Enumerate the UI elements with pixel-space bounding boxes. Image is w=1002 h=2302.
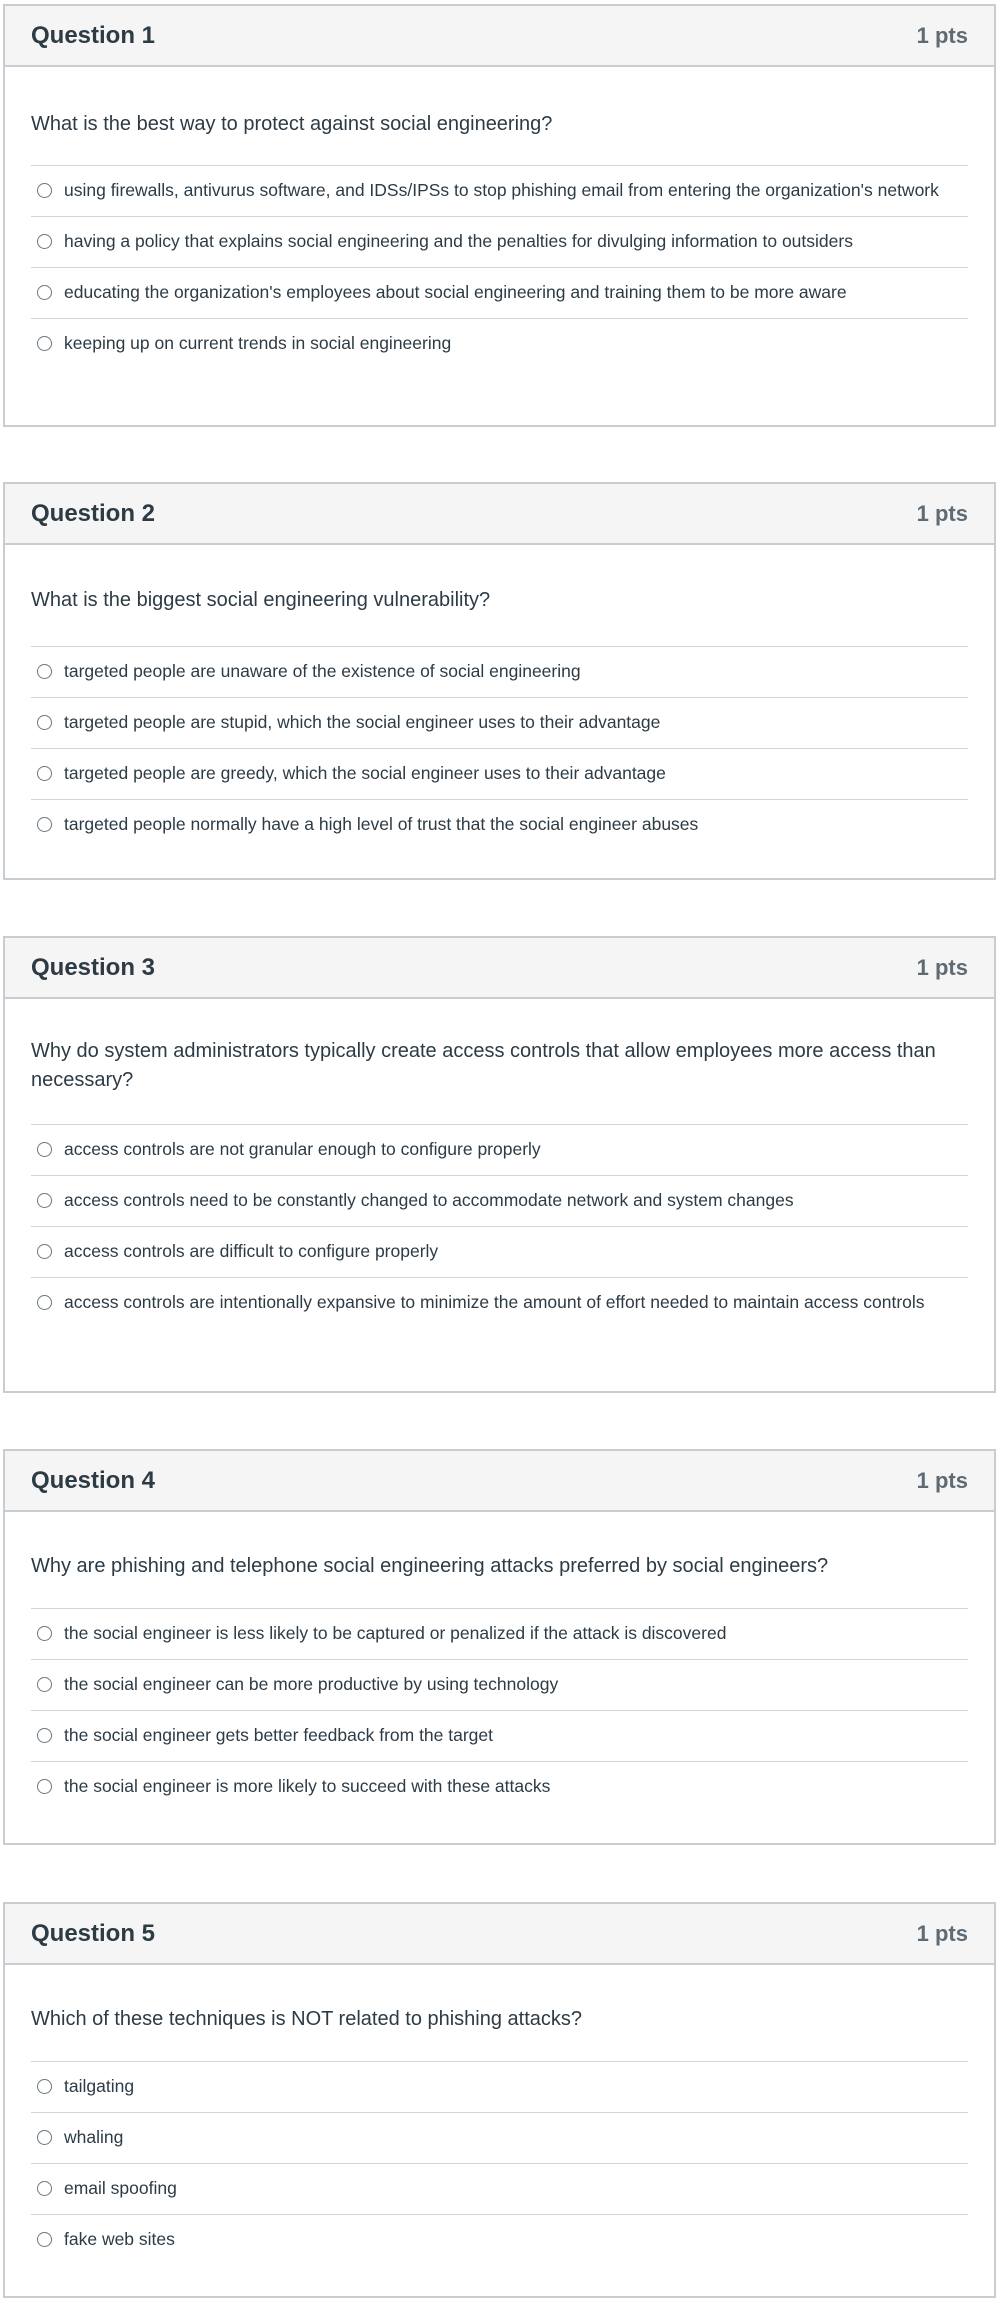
answer-option[interactable] — [31, 749, 968, 800]
radio-button-icon[interactable] — [37, 285, 52, 300]
answer-label: email spoofing — [64, 2178, 177, 2198]
question-card-3 — [3, 936, 996, 1393]
answer-label: access controls are difficult to configure properly — [64, 1241, 439, 1261]
answer-option[interactable] — [31, 1227, 968, 1278]
radio-button-icon[interactable] — [37, 234, 52, 249]
question-card-5 — [3, 1902, 996, 2298]
question-card-4 — [3, 1449, 996, 1845]
answer-label: the social engineer is more likely to succeed with these attacks — [64, 1776, 551, 1796]
radio-button-icon[interactable] — [37, 1142, 52, 1157]
question-text: Why are phishing and telephone social engineering attacks preferred by social engineers? — [31, 1555, 829, 1577]
answer-list — [31, 1124, 968, 1328]
answer-label: whaling — [64, 2127, 124, 2147]
question-points: 1 pts — [916, 22, 968, 48]
question-header — [5, 938, 994, 999]
answer-option[interactable] — [31, 1125, 968, 1176]
question-points: 1 pts — [916, 1467, 968, 1493]
question-title: Question 4 — [31, 1466, 156, 1494]
radio-button-icon[interactable] — [37, 2181, 52, 2196]
radio-button-icon[interactable] — [37, 183, 52, 198]
answer-option[interactable] — [31, 2062, 968, 2113]
answer-option[interactable] — [31, 1711, 968, 1762]
question-text: Which of these techniques is NOT related to phishing attacks? — [31, 2008, 583, 2030]
answer-label: educating the organization's employees about social engineering and training them to be more aware — [64, 282, 847, 302]
question-card-1 — [3, 4, 996, 427]
answer-option[interactable] — [31, 2113, 968, 2164]
question-body — [5, 1965, 994, 2265]
question-title: Question 1 — [31, 21, 156, 49]
question-card-2 — [3, 482, 996, 880]
answer-option[interactable] — [31, 1609, 968, 1660]
answer-option[interactable] — [31, 268, 968, 319]
radio-button-icon[interactable] — [37, 1677, 52, 1692]
radio-button-icon[interactable] — [37, 1626, 52, 1641]
answer-label: access controls are intentionally expansive to minimize the amount of effort needed to maintain access controls — [64, 1292, 925, 1312]
answer-list — [31, 165, 968, 369]
answer-label: access controls are not granular enough to configure properly — [64, 1139, 541, 1159]
answer-label: using firewalls, antivurus software, and IDSs/IPSs to stop phishing email from entering the organization's network — [64, 180, 939, 200]
question-body — [5, 1512, 994, 1812]
answer-label: fake web sites — [64, 2229, 175, 2249]
radio-button-icon[interactable] — [37, 1779, 52, 1794]
radio-button-icon[interactable] — [37, 1728, 52, 1743]
question-text: What is the biggest social engineering vulnerability? — [31, 589, 491, 611]
question-header — [5, 1451, 994, 1512]
radio-button-icon[interactable] — [37, 2079, 52, 2094]
answer-list — [31, 1608, 968, 1812]
answer-label: access controls need to be constantly changed to accommodate network and system changes — [64, 1190, 794, 1210]
answer-option[interactable] — [31, 166, 968, 217]
answer-label: tailgating — [64, 2076, 135, 2096]
question-text: Why do system administrators typically create access controls that allow employees more access than necessary? — [31, 1040, 936, 1091]
question-body — [5, 545, 994, 850]
answer-label: the social engineer is less likely to be captured or penalized if the attack is discovered — [64, 1623, 727, 1643]
radio-button-icon[interactable] — [37, 664, 52, 679]
radio-button-icon[interactable] — [37, 1193, 52, 1208]
answer-option[interactable] — [31, 1176, 968, 1227]
answer-option[interactable] — [31, 2215, 968, 2265]
answer-option[interactable] — [31, 1762, 968, 1812]
answer-label: targeted people normally have a high level of trust that the social engineer abuses — [64, 814, 699, 834]
question-points: 1 pts — [916, 500, 968, 526]
question-header — [5, 484, 994, 545]
radio-button-icon[interactable] — [37, 766, 52, 781]
question-title: Question 2 — [31, 499, 156, 527]
question-points: 1 pts — [916, 954, 968, 980]
answer-label: keeping up on current trends in social engineering — [64, 333, 452, 353]
answer-option[interactable] — [31, 2164, 968, 2215]
radio-button-icon[interactable] — [37, 1244, 52, 1259]
answer-option[interactable] — [31, 1660, 968, 1711]
answer-option[interactable] — [31, 647, 968, 698]
answer-label: targeted people are unaware of the existence of social engineering — [64, 661, 581, 681]
answer-option[interactable] — [31, 319, 968, 369]
question-header — [5, 1904, 994, 1965]
question-title: Question 3 — [31, 953, 156, 981]
question-body — [5, 67, 994, 369]
radio-button-icon[interactable] — [37, 817, 52, 832]
answer-label: the social engineer can be more productive by using technology — [64, 1674, 559, 1694]
question-text: What is the best way to protect against social engineering? — [31, 113, 553, 135]
radio-button-icon[interactable] — [37, 1295, 52, 1310]
answer-list — [31, 646, 968, 850]
answer-label: targeted people are stupid, which the social engineer uses to their advantage — [64, 712, 661, 732]
question-points: 1 pts — [916, 1920, 968, 1946]
answer-option[interactable] — [31, 1278, 968, 1328]
answer-option[interactable] — [31, 698, 968, 749]
answer-label: the social engineer gets better feedback from the target — [64, 1725, 494, 1745]
answer-option[interactable] — [31, 217, 968, 268]
question-header — [5, 6, 994, 67]
answer-list — [31, 2061, 968, 2265]
answer-option[interactable] — [31, 800, 968, 850]
radio-button-icon[interactable] — [37, 2232, 52, 2247]
answer-label: having a policy that explains social engineering and the penalties for divulging information to outsiders — [64, 231, 853, 251]
question-title: Question 5 — [31, 1919, 156, 1947]
question-body — [5, 999, 994, 1328]
radio-button-icon[interactable] — [37, 715, 52, 730]
answer-label: targeted people are greedy, which the social engineer uses to their advantage — [64, 763, 666, 783]
radio-button-icon[interactable] — [37, 336, 52, 351]
radio-button-icon[interactable] — [37, 2130, 52, 2145]
